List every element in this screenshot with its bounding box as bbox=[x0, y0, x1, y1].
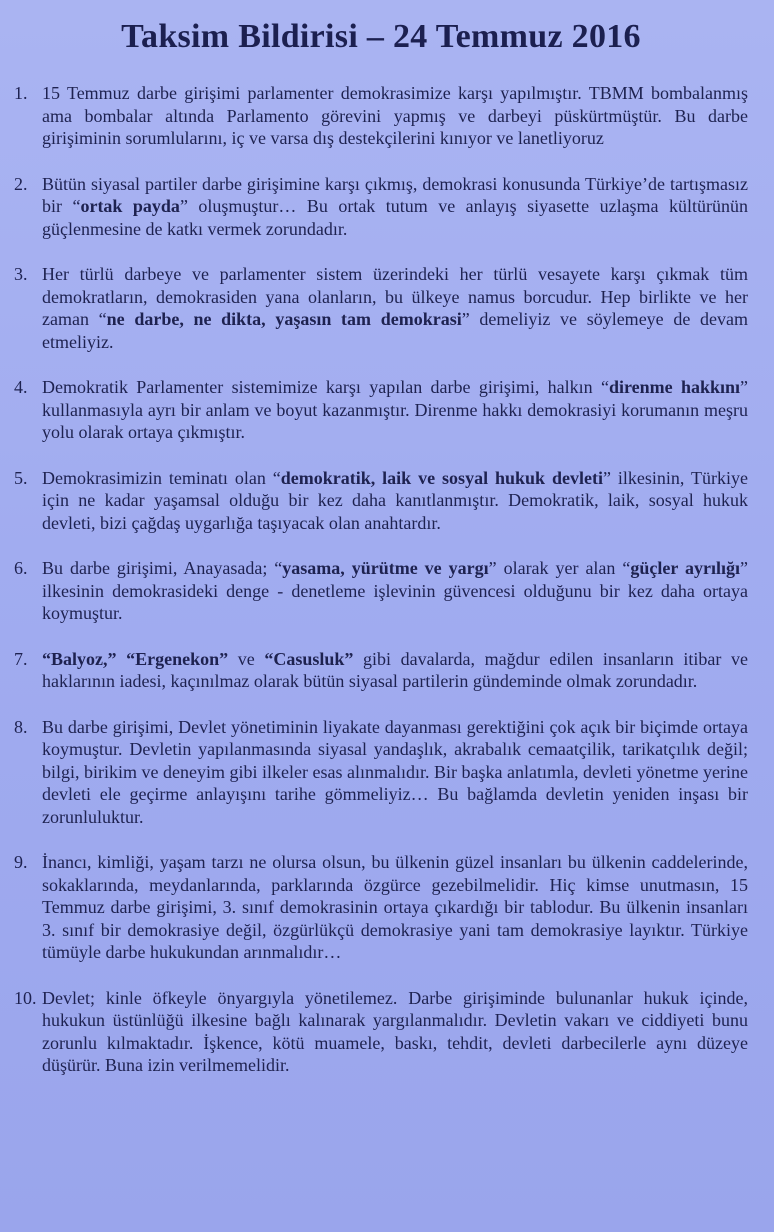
item-text bbox=[42, 82, 748, 150]
list-item bbox=[14, 648, 748, 693]
emphasis-text: direnme hakkını bbox=[608, 377, 740, 397]
text-segment: ve bbox=[228, 648, 265, 669]
list-item bbox=[14, 263, 748, 353]
emphasis-text: demokratik, laik ve sosyal hukuk devleti bbox=[280, 467, 603, 488]
item-number: 9. bbox=[14, 852, 28, 872]
text-segment: ” olarak yer alan “ bbox=[488, 558, 631, 578]
text-segment: ” ilkesinin, Türkiye için ne kadar yaşamsal olduğu bir kez daha kanıtlanmıştır. Demokratik, laik, sosyal hukuk devleti, bizi çağdaş uygarlığa taşıyacak olan anahtardır. bbox=[42, 467, 748, 533]
item-number: 3. bbox=[14, 264, 28, 284]
item-text bbox=[42, 376, 748, 444]
text-segment: gibi davalarda, mağdur edilen insanların itibar ve haklarının iadesi, kaçınılmaz olarak bütün siyasal partilerin gündeminde olmak zorundadır. bbox=[42, 648, 748, 691]
text-segment: Her türlü darbeye ve parlamenter sistem üzerindeki her türlü vesayete karşı çıkmak tüm demokratların, demokrasiden yana olanların, bu ülkeye namus borcudur. Hep birlikte ve her zaman “ bbox=[42, 264, 748, 329]
item-number: 2. bbox=[14, 173, 28, 194]
text-segment: Bu darbe girişimi, Devlet yönetiminin liyakate dayanması gerektiğini çok açık bir biçimde ortaya koymuştur. Devletin yapılanmasında siyasal yandaşlık, akrabalık cemaatçilik, tarikatçılık değil; bilgi, birikim ve deneyim gibi ilkeler esas alınmalıdır. Bir başka anlatımla, devleti yönetme yerine devleti ele geçirme anlayışını tarihe gömmeliyiz… Bu bağlamda devletin yeniden inşası bir zorunluluktur. bbox=[42, 716, 748, 827]
item-number: 4. bbox=[14, 377, 28, 397]
text-segment: Demokrasimizin teminatı olan “ bbox=[42, 467, 281, 488]
list-item bbox=[14, 376, 748, 444]
emphasis-text: “Balyoz,” bbox=[42, 648, 117, 669]
text-segment: Bütün siyasal partiler darbe girişimine karşı çıkmış, demokrasi konusunda Türkiye’de tartışmasız bir “ bbox=[42, 173, 748, 216]
text-segment: ” ilkesinin demokrasideki denge - denetleme işlevinin güvencesi olduğunu bir kez daha ortaya koymuştur. bbox=[42, 558, 748, 623]
text-segment: İnancı, kimliği, yaşam tarzı ne olursa olsun, bu ülkenin güzel insanları bu ülkenin caddelerinde, sokaklarında, meydanlarında, parklarında özgürce gezebilmelidir. Hiç kimse unutmasın, 15 Temmuz darbe girişimi, 3. sınıf demokrasinin ortaya çıkardığı bir tablodur. Bu ülkenin insanları 3. sınıf bir demokrasiye değil, özgürlükçü demokrasiye yani tam demokrasiye layıktır. Türkiye tümüyle darbe hukukundan arınmalıdır… bbox=[42, 852, 748, 962]
item-text bbox=[42, 648, 748, 693]
list-item bbox=[14, 467, 748, 535]
list-item bbox=[14, 716, 748, 829]
text-segment: ” kullanmasıyla ayrı bir anlam ve boyut kazanmıştır. Direnme hakkı demokrasiyi korumanın meşru yolu olarak ortaya çıkmıştır. bbox=[42, 377, 748, 442]
list-item bbox=[14, 851, 748, 964]
item-text bbox=[42, 987, 748, 1077]
emphasis-text: yasama, yürütme ve yargı bbox=[282, 558, 489, 578]
emphasis-text: “Ergenekon” bbox=[126, 648, 229, 669]
list-item bbox=[14, 173, 748, 241]
item-text bbox=[42, 557, 748, 625]
item-number: 8. bbox=[14, 716, 28, 737]
item-number: 7. bbox=[14, 648, 28, 669]
emphasis-text: “Casusluk” bbox=[264, 648, 354, 669]
item-text bbox=[42, 716, 748, 829]
list-item bbox=[14, 557, 748, 625]
text-segment: 15 Temmuz darbe girişimi parlamenter demokrasimize karşı yapılmıştır. TBMM bombalanmış ama bombalar altında Parlamento görevini yapmış ve darbeyi püskürtmüştür. Bu darbe girişiminin sorumlularını, iç ve varsa dış destekçilerini kınıyor ve lanetliyoruz bbox=[42, 83, 748, 148]
text-segment: Demokratik Parlamenter sistemimize karşı yapılan darbe girişimi, halkın “ bbox=[42, 377, 609, 397]
item-number: 5. bbox=[14, 467, 28, 488]
emphasis-text: güçler ayrılığı bbox=[630, 558, 740, 578]
list-item bbox=[14, 82, 748, 150]
emphasis-text: ne darbe, ne dikta, yaşasın tam demokrasi bbox=[106, 309, 462, 329]
list-item bbox=[14, 987, 748, 1077]
text-segment: ” demeliyiz ve söylemeye de devam etmeliyiz. bbox=[42, 309, 748, 352]
item-number: 1. bbox=[14, 83, 28, 103]
text-segment bbox=[117, 649, 127, 669]
text-segment: Devlet; kinle öfkeyle önyargıyla yönetilemez. Darbe girişiminde bulunanlar hukuk içinde, hukukun üstünlüğü ilkesine bağlı kalınarak yargılanmalıdır. Devletin vakarı ve ciddiyeti bunu zorunlu kılmaktadır. İşkence, kötü muamele, baskı, tehdit, devleti darbecilerle aynı düzeye düşürür. Buna izin verilmemelidir. bbox=[42, 987, 748, 1075]
item-text bbox=[42, 851, 748, 964]
item-number: 10. bbox=[14, 987, 37, 1008]
document-title: Taksim Bildirisi – 24 Temmuz 2016 bbox=[121, 18, 641, 55]
item-number: 6. bbox=[14, 558, 28, 578]
emphasis-text: ortak payda bbox=[80, 196, 180, 216]
item-text bbox=[42, 173, 748, 241]
text-segment: Bu darbe girişimi, Anayasada; “ bbox=[42, 558, 283, 578]
item-text bbox=[42, 467, 748, 535]
item-text bbox=[42, 263, 748, 353]
declaration-list bbox=[14, 82, 748, 1077]
text-segment: ” oluşmuştur… Bu ortak tutum ve anlayış siyasette uzlaşma kültürünün güçlenmesine de katkı vermek zorundadır. bbox=[42, 196, 749, 239]
